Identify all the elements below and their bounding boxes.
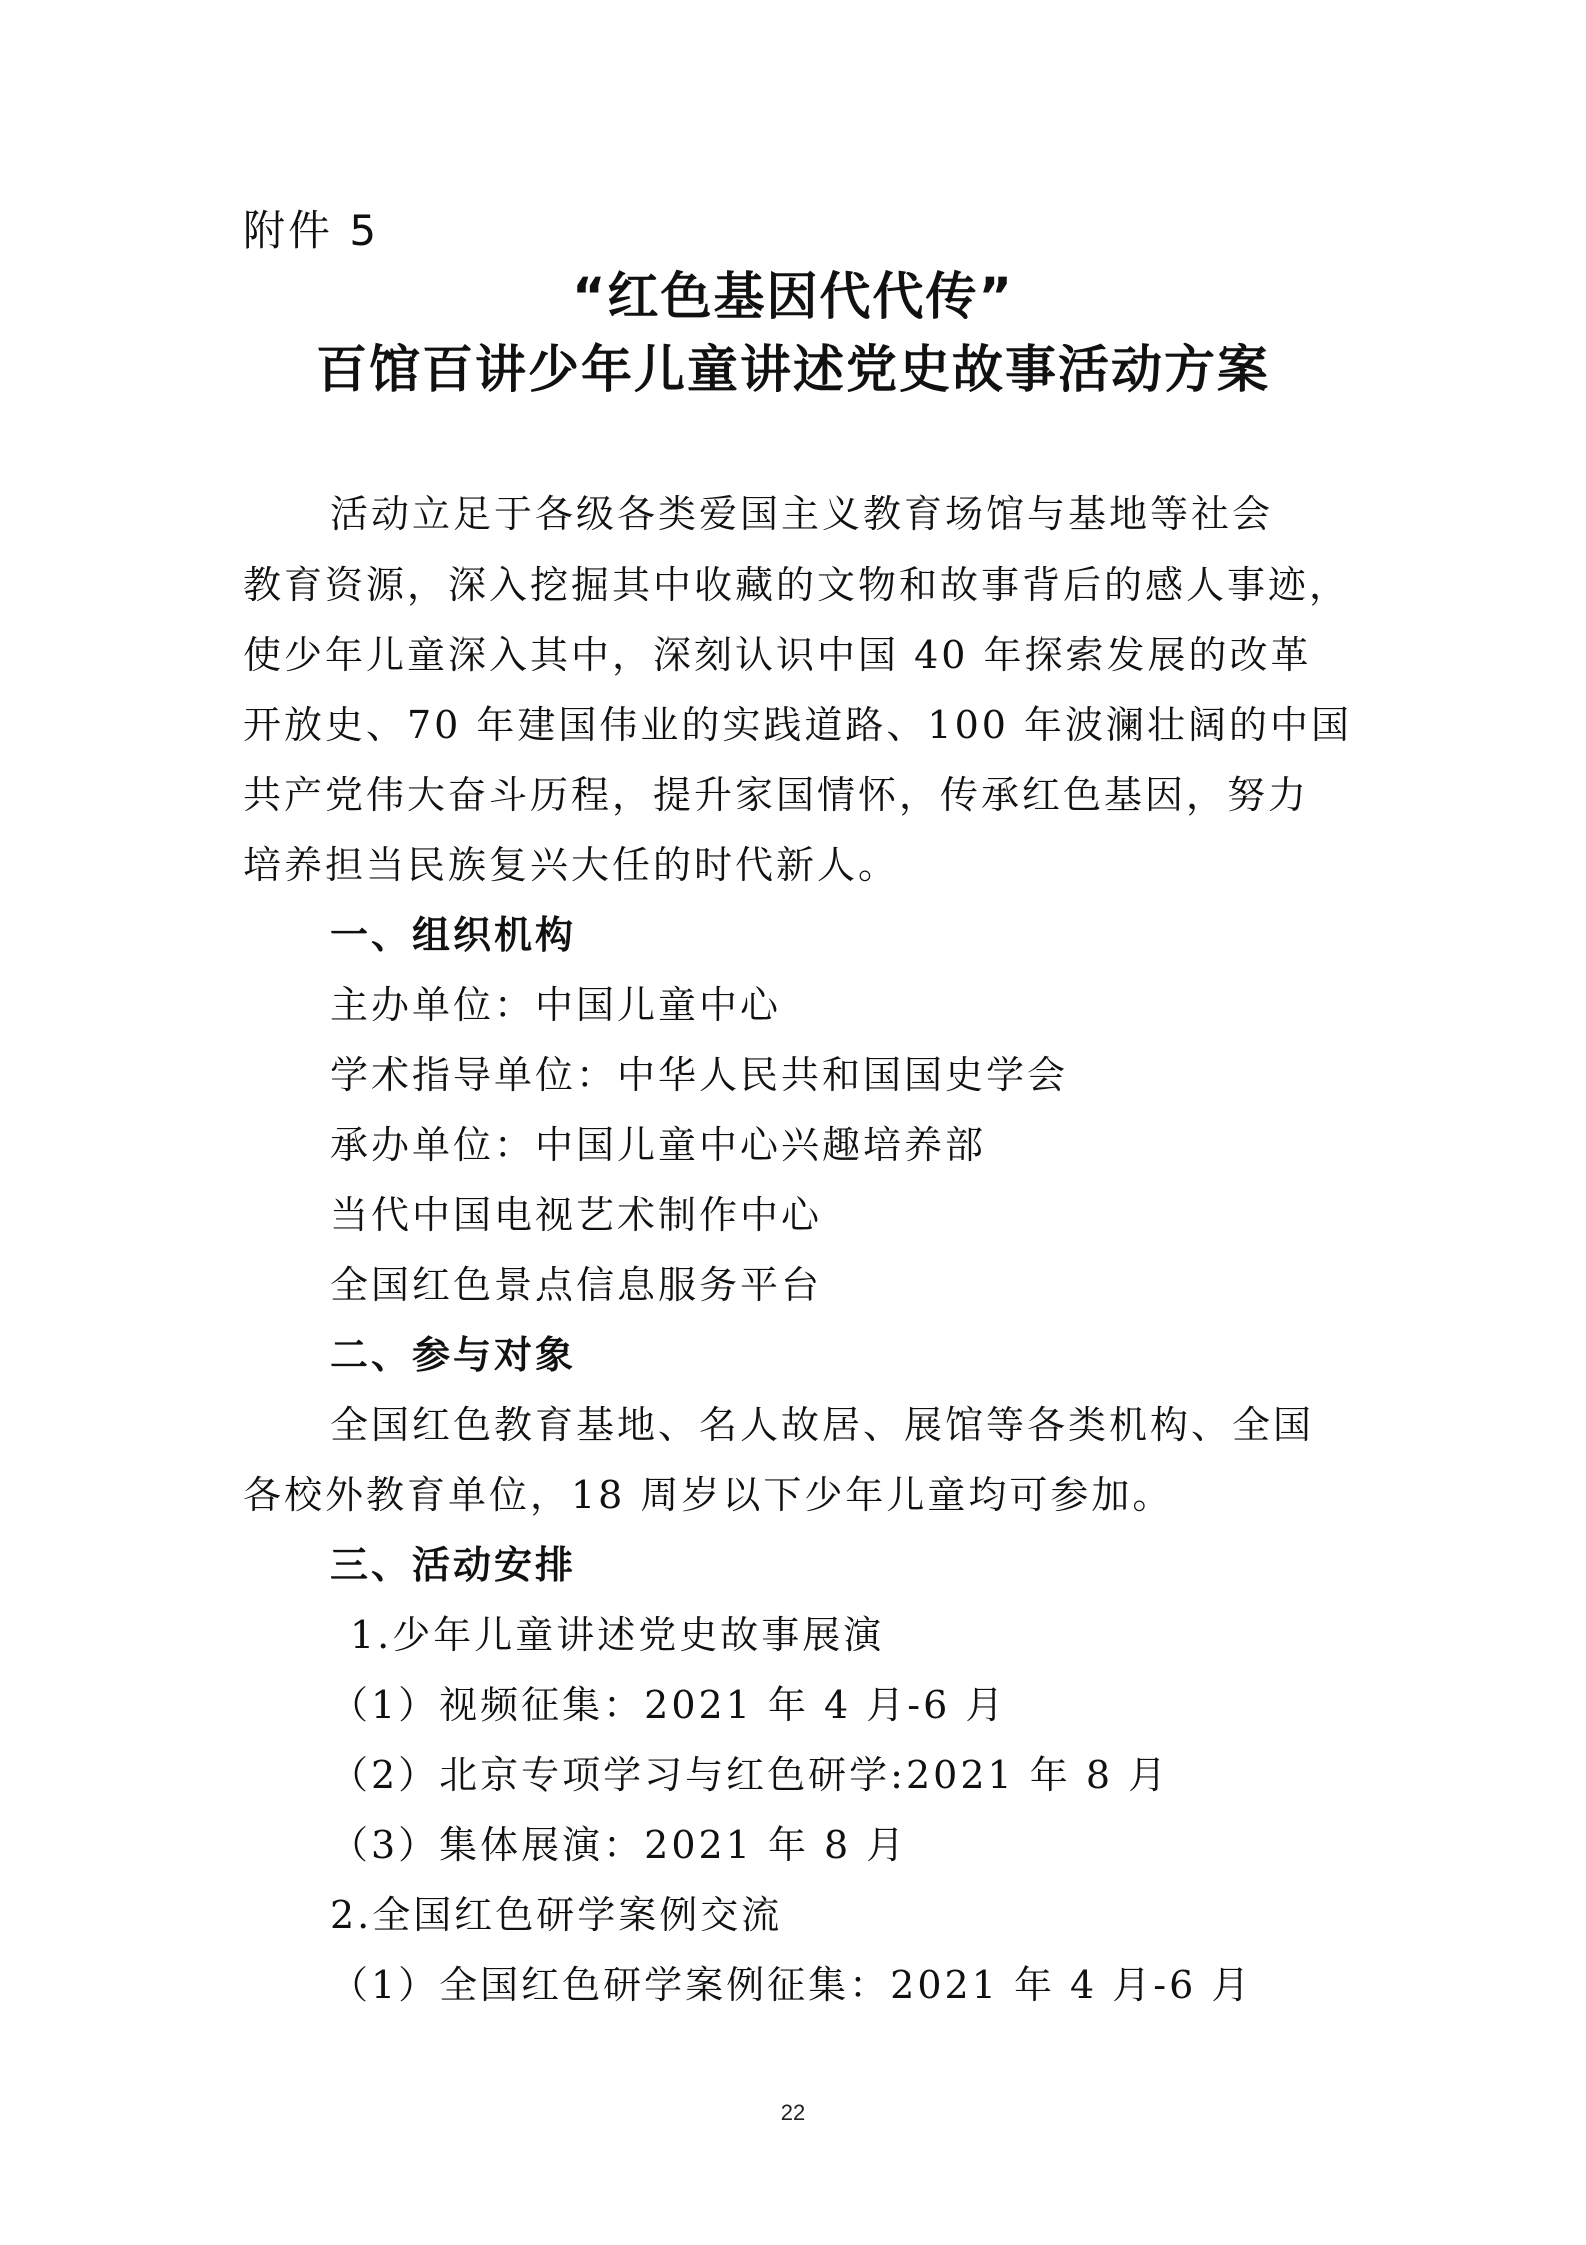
section-line: （1）视频征集：2021 年 4 月-6 月	[330, 1683, 1007, 1727]
section-heading: 二、参与对象	[330, 1333, 577, 1377]
intro-line: 培养担当民族复兴大任的时代新人。	[243, 843, 900, 887]
title-line-1: “红色基因代代传”	[571, 268, 1015, 327]
section-line: 承办单位：中国儿童中心兴趣培养部	[330, 1123, 987, 1167]
section-heading: 三、活动安排	[330, 1543, 577, 1587]
section-line: （2）北京专项学习与红色研学:2021 年 8 月	[330, 1753, 1170, 1797]
section-line: 各校外教育单位，18 周岁以下少年儿童均可参加。	[243, 1473, 1174, 1517]
intro-line: 活动立足于各级各类爱国主义教育场馆与基地等社会	[330, 492, 1274, 536]
page-number: 22	[780, 2100, 806, 2125]
section-line: 全国红色教育基地、名人故居、展馆等各类机构、全国	[330, 1403, 1315, 1447]
intro-line: 共产党伟大奋斗历程，提升家国情怀，传承红色基因，努力	[243, 773, 1310, 817]
intro-line: 教育资源，深入挖掘其中收藏的文物和故事背后的感人事迹，	[243, 563, 1351, 607]
section-line: 1.少年儿童讲述党史故事展演	[350, 1613, 885, 1657]
title-line-2: 百馆百讲少年儿童讲述党史故事活动方案	[315, 341, 1270, 400]
section-line: 全国红色景点信息服务平台	[330, 1263, 823, 1307]
section-line: 2.全国红色研学案例交流	[330, 1893, 783, 1937]
section-line: 主办单位：中国儿童中心	[330, 983, 782, 1027]
section-line: （3）集体展演：2021 年 8 月	[330, 1823, 908, 1867]
intro-line: 开放史、70 年建国伟业的实践道路、100 年波澜壮阔的中国	[243, 703, 1353, 747]
section-line: 学术指导单位：中华人民共和国国史学会	[330, 1053, 1069, 1097]
section-line: 当代中国电视艺术制作中心	[330, 1193, 823, 1237]
attachment-label: 附件 5	[243, 206, 380, 255]
intro-line: 使少年儿童深入其中，深刻认识中国 40 年探索发展的改革	[243, 633, 1312, 677]
section-heading: 一、组织机构	[330, 913, 577, 957]
section-line: （1）全国红色研学案例征集：2021 年 4 月-6 月	[330, 1963, 1253, 2007]
